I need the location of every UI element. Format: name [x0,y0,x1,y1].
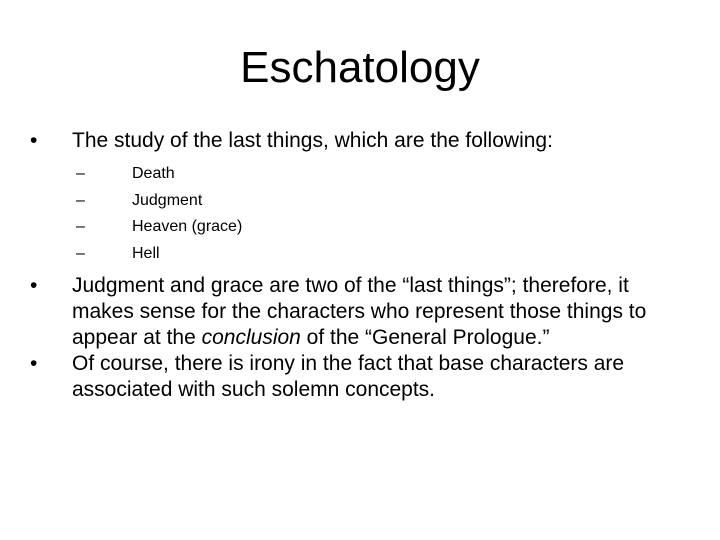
dash-marker: – [76,244,85,262]
bullet-text: The study of the last things, which are the following: [72,129,553,152]
bullet-item [30,128,690,154]
slide-title: Eschatology [240,43,480,92]
slide-content [30,128,690,403]
bullet-text-before: Judgment and grace are two of the “last things”; therefore, it makes sense for the characters who represent those things to appear at the [72,274,647,349]
sub-item-label: Hell [132,244,160,262]
emphasis-text: conclusion [201,326,301,349]
sub-item-label: Judgment [132,191,203,209]
bullet-text [72,274,646,349]
sub-list [76,161,690,267]
sub-item-label: Death [132,165,175,182]
bullet-marker: • [30,274,38,297]
sub-item-death [76,161,690,188]
bullet-marker: • [30,352,38,375]
bullet-text-after: of the “General Prologue.” [300,326,550,349]
dash-marker: – [76,165,85,182]
dash-marker: – [76,218,85,235]
bullet-item [30,273,690,351]
sub-item-judgment [76,188,690,215]
bullet-item [30,351,690,403]
bullet-text: Of course, there is irony in the fact that base characters are associated with such solemn concepts. [72,352,625,401]
sub-item-label: Heaven (grace) [132,218,243,235]
sub-item-hell [76,241,690,268]
sub-item-heaven [76,214,690,241]
bullet-marker: • [30,129,38,152]
dash-marker: – [76,191,85,209]
